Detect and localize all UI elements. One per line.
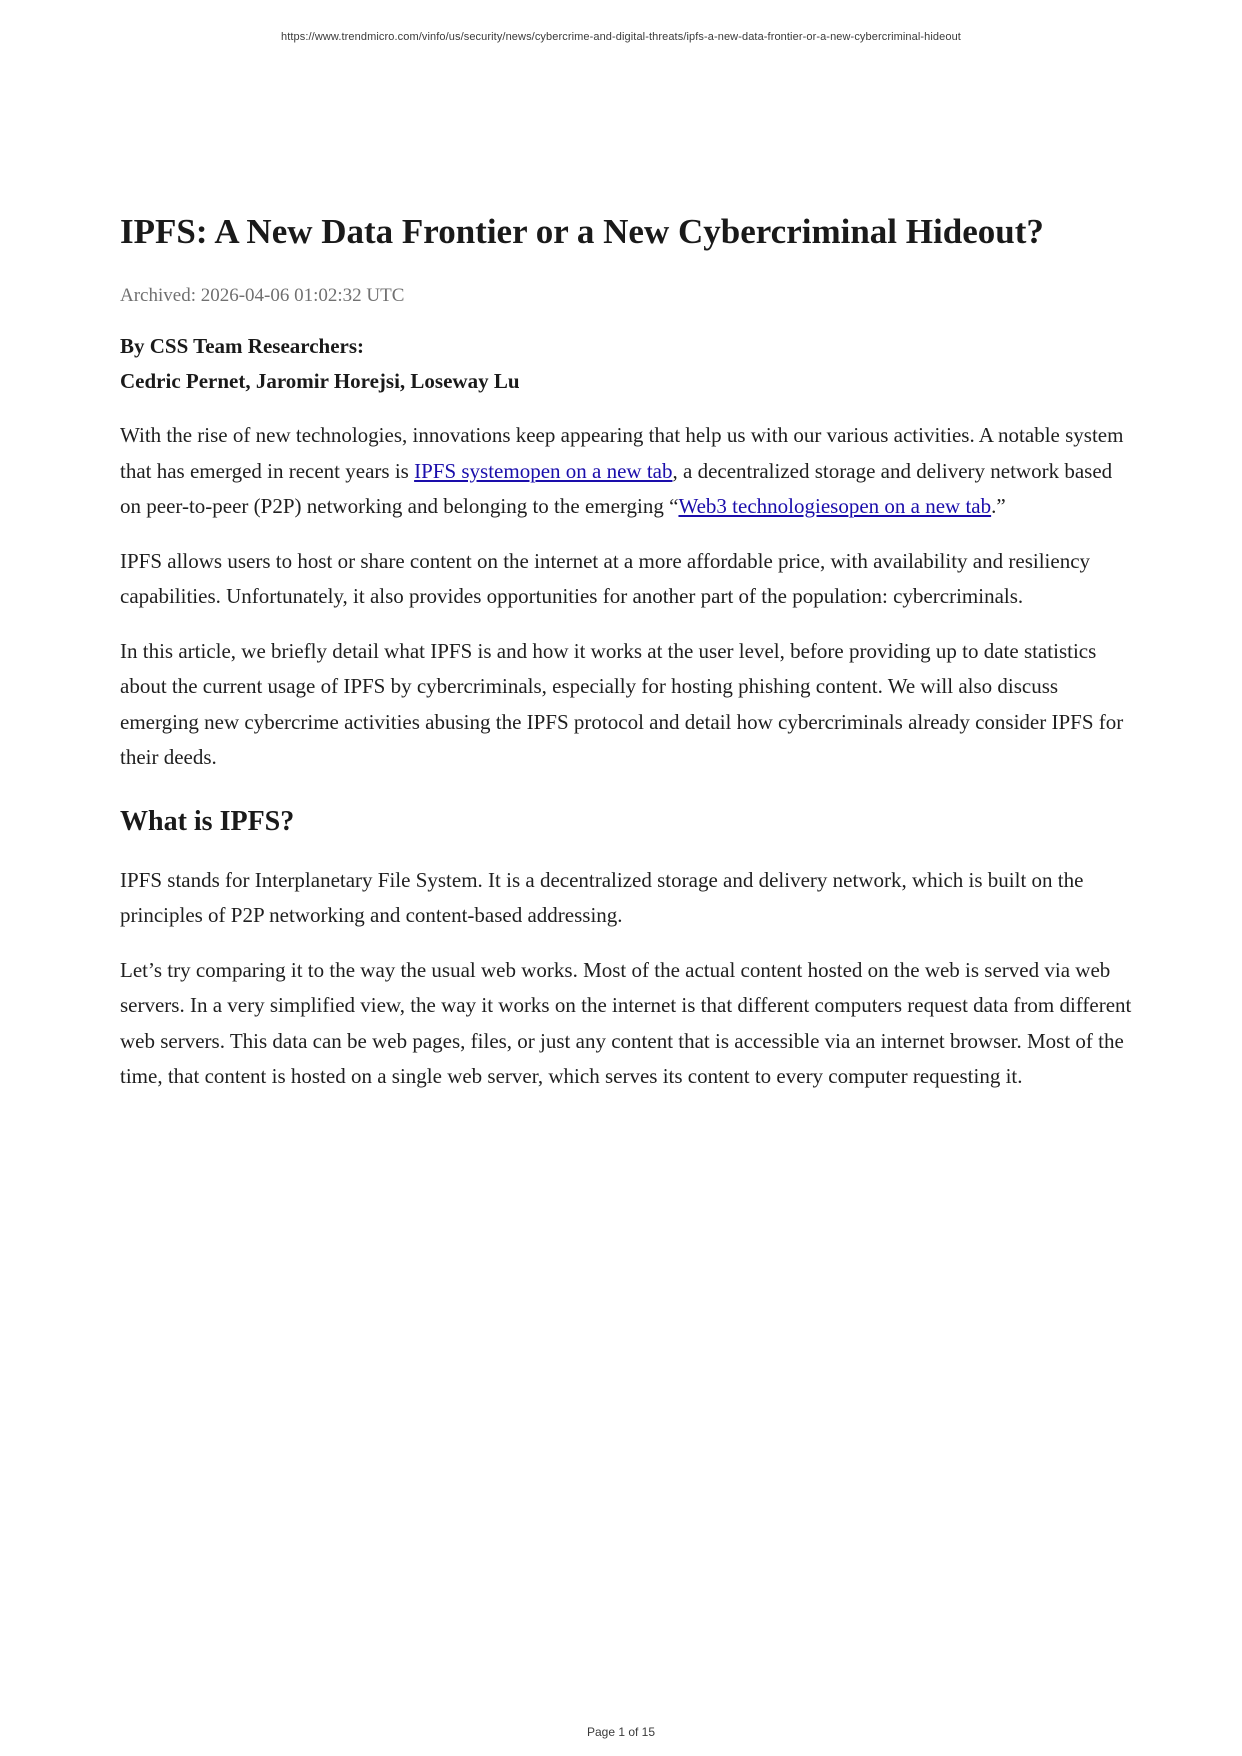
archived-timestamp: Archived: 2026-04-06 01:02:32 UTC [120,285,405,306]
paragraph-ipfs-definition: IPFS stands for Interplanetary File System. It is a decentralized storage and delivery network, which is built on the principles of P2P networking and content-based addressing. [120,867,1084,927]
ipfs-system-link[interactable]: IPFS systemopen on a new tab [414,458,673,483]
section-heading-what-is-ipfs: What is IPFS? [120,805,295,837]
byline [120,329,1136,399]
paragraph-affordability: IPFS allows users to host or share content on the internet at a more affordable price, with availability and resiliency capabilities. Unfortunately, it also provides opportunities for another part of the population: cybercriminals. [120,548,1091,608]
article-body [120,210,1136,1095]
page-url-header: https://www.trendmicro.com/vinfo/us/security/news/cybercrime-and-digital-threats/ipfs-a-new-data-frontier-or-a-new-cybercriminal-hideout [281,31,961,43]
intro-text-2: , a decentralized storage and delivery network based on peer-to-peer (P2P) networking and belonging to the emerging “ [120,458,1113,518]
article-title: IPFS: A New Data Frontier or a New Cybercriminal Hideout? [120,212,1044,251]
byline-team: By CSS Team Researchers: [120,334,365,358]
intro-text-1: With the rise of new technologies, innovations keep appearing that help us with our various activities. A notable system that has emerged in recent years is [120,423,1124,483]
page-number: Page 1 of 15 [586,1725,656,1739]
byline-authors: Cedric Pernet, Jaromir Horejsi, Loseway Lu [120,369,520,393]
paragraph-article-overview: In this article, we briefly detail what IPFS is and how it works at the user level, before providing up to date statistics about the current usage of IPFS by cybercriminals, especially for hosting phishing content. We will also discuss emerging new cybercrime activities abusing the IPFS protocol and detail how cybercriminals already consider IPFS for their deeds. [120,638,1124,769]
intro-text-3: .” [991,494,1006,518]
paragraph-web-comparison: Let’s try comparing it to the way the usual web works. Most of the actual content hosted on the web is served via web servers. In a very simplified view, the way it works on the internet is that different computers request data from different web servers. This data can be web pages, files, or just any content that is accessible via an internet browser. Most of the time, that content is hosted on a single web server, which serves its content to every computer requesting it. [120,957,1132,1088]
web3-technologies-link[interactable]: Web3 technologiesopen on a new tab [678,494,992,518]
intro-paragraph [120,418,1136,525]
